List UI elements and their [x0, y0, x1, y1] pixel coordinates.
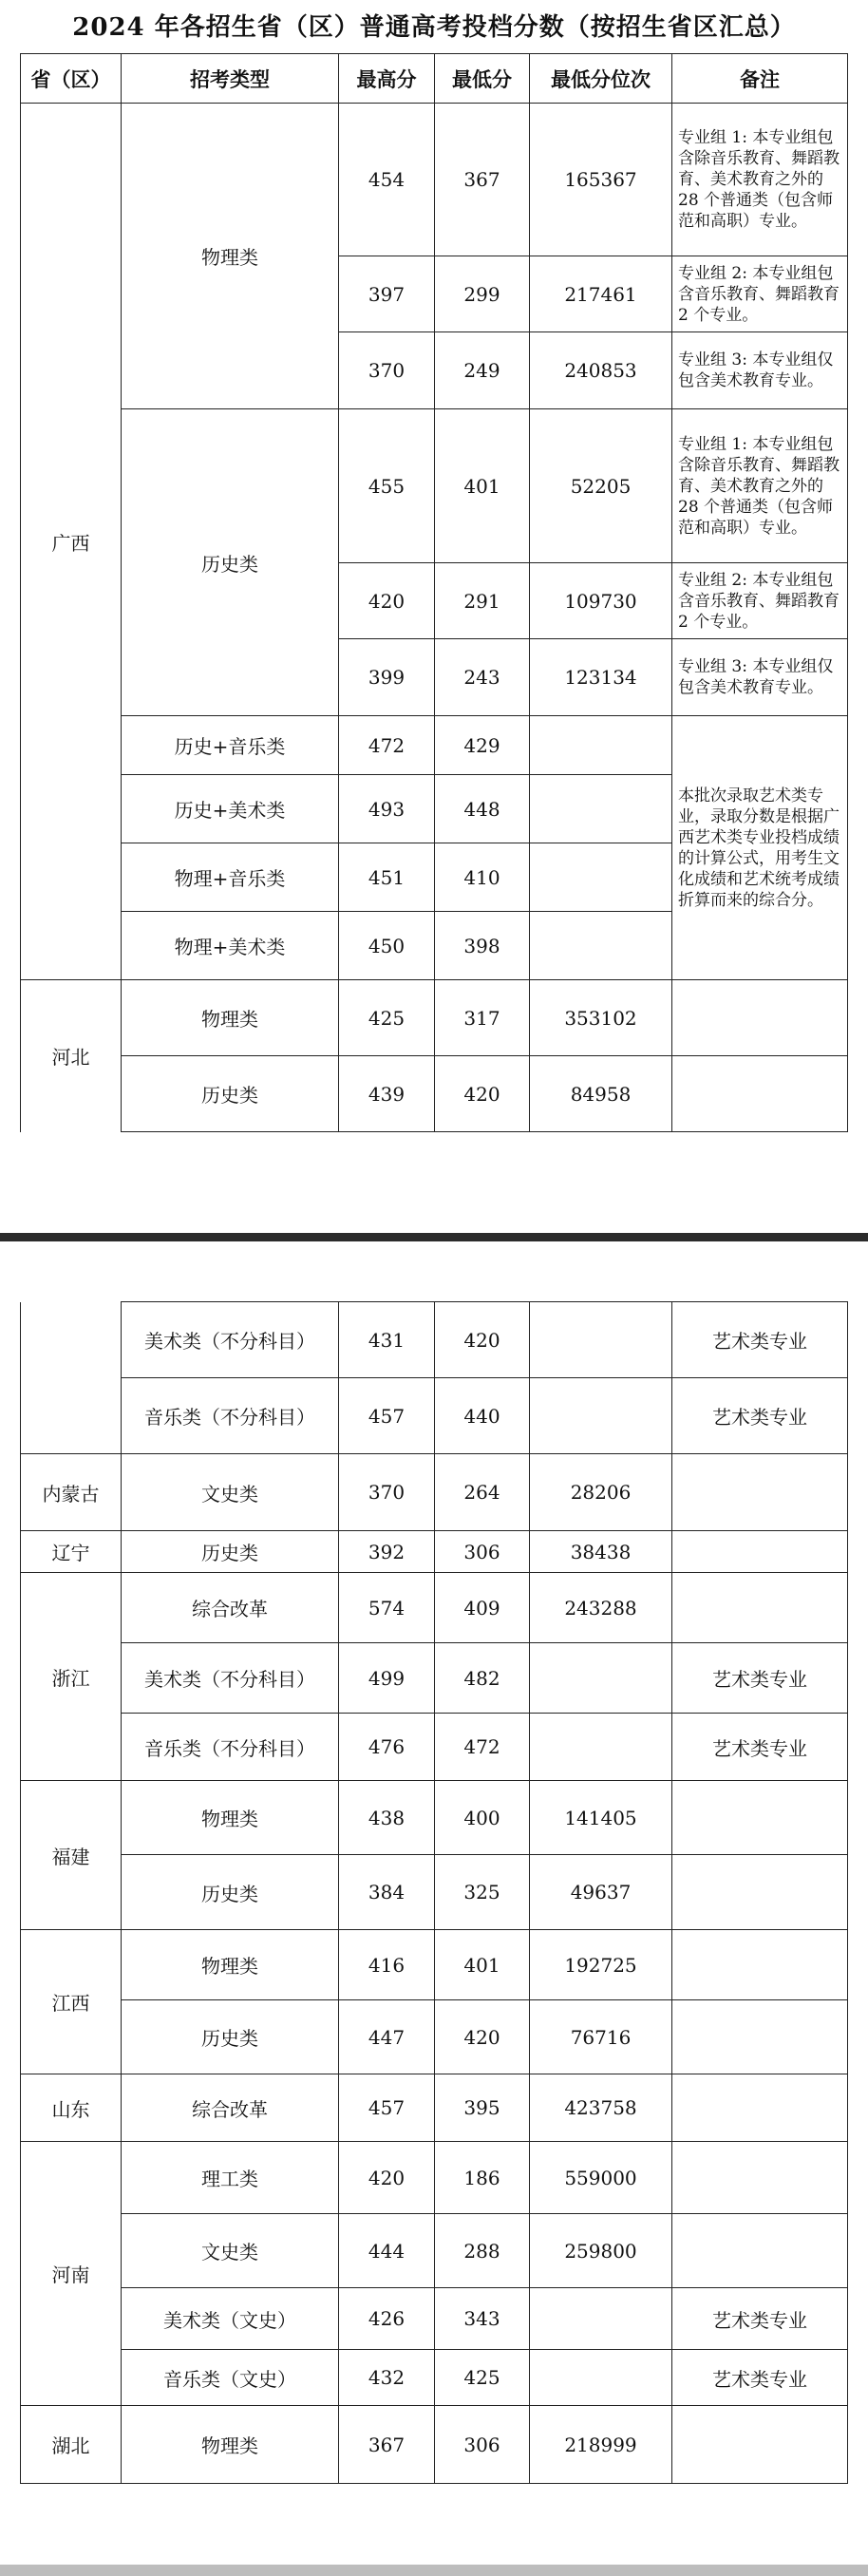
table-row	[21, 2142, 848, 2214]
rank-cell	[530, 1714, 672, 1781]
note-cell: 专业组 1: 本专业组包含除音乐教育、舞蹈教育、美术教育之外的 28 个普通类（包含师范和高职）专业。	[672, 104, 848, 256]
note-cell: 艺术类专业	[672, 1302, 848, 1378]
note-cell	[672, 1781, 848, 1855]
page-divider	[0, 1233, 868, 1241]
min-cell: 243	[435, 639, 530, 716]
note-cell: 艺术类专业	[672, 2350, 848, 2406]
max-cell: 399	[339, 639, 435, 716]
min-cell: 186	[435, 2142, 530, 2214]
type-cell: 综合改革	[122, 1573, 339, 1643]
max-cell: 457	[339, 2074, 435, 2142]
max-cell: 420	[339, 563, 435, 639]
rank-cell: 165367	[530, 104, 672, 256]
score-table-page2	[20, 1301, 848, 2484]
table-row	[21, 1531, 848, 1573]
type-cell: 音乐类（文史）	[122, 2350, 339, 2406]
table-row	[21, 409, 848, 563]
rank-cell	[530, 1302, 672, 1378]
note-cell: 艺术类专业	[672, 1378, 848, 1454]
type-cell: 历史+美术类	[122, 775, 339, 843]
header-type: 招考类型	[122, 54, 339, 104]
rank-cell: 353102	[530, 980, 672, 1056]
rank-cell: 141405	[530, 1781, 672, 1855]
max-cell: 367	[339, 2406, 435, 2484]
province-cell: 河北	[21, 980, 122, 1132]
province-cell: 福建	[21, 1781, 122, 1930]
rank-cell	[530, 775, 672, 843]
table-row	[21, 2000, 848, 2074]
province-cell: 浙江	[21, 1573, 122, 1781]
table-row	[21, 716, 848, 775]
table-row	[21, 1781, 848, 1855]
table-row	[21, 2406, 848, 2484]
province-cell: 广西	[21, 104, 122, 980]
type-cell: 历史类	[122, 1056, 339, 1132]
note-cell: 专业组 3: 本专业组仅包含美术教育专业。	[672, 332, 848, 409]
type-cell: 物理类	[122, 1930, 339, 2000]
note-cell	[672, 2142, 848, 2214]
note-cell: 专业组 2: 本专业组包含音乐教育、舞蹈教育 2 个专业。	[672, 563, 848, 639]
max-cell: 397	[339, 256, 435, 332]
min-cell: 395	[435, 2074, 530, 2142]
max-cell: 499	[339, 1643, 435, 1714]
note-cell	[672, 2074, 848, 2142]
note-cell	[672, 1454, 848, 1531]
province-cell: 湖北	[21, 2406, 122, 2484]
max-cell: 476	[339, 1714, 435, 1781]
type-cell: 历史类	[122, 409, 339, 716]
table-row	[21, 1855, 848, 1930]
rank-cell: 109730	[530, 563, 672, 639]
max-cell: 426	[339, 2288, 435, 2350]
rank-cell: 259800	[530, 2214, 672, 2288]
min-cell: 288	[435, 2214, 530, 2288]
table-row	[21, 1714, 848, 1781]
max-cell: 431	[339, 1302, 435, 1378]
min-cell: 482	[435, 1643, 530, 1714]
rank-cell: 76716	[530, 2000, 672, 2074]
rank-cell	[530, 2288, 672, 2350]
type-cell: 文史类	[122, 1454, 339, 1531]
header-min: 最低分	[435, 54, 530, 104]
max-cell: 455	[339, 409, 435, 563]
max-cell: 451	[339, 843, 435, 912]
min-cell: 398	[435, 912, 530, 980]
type-cell: 综合改革	[122, 2074, 339, 2142]
min-cell: 306	[435, 1531, 530, 1573]
min-cell: 306	[435, 2406, 530, 2484]
max-cell: 416	[339, 1930, 435, 2000]
rank-cell: 217461	[530, 256, 672, 332]
rank-cell: 52205	[530, 409, 672, 563]
rank-cell: 240853	[530, 332, 672, 409]
min-cell: 410	[435, 843, 530, 912]
min-cell: 409	[435, 1573, 530, 1643]
header-note: 备注	[672, 54, 848, 104]
max-cell: 432	[339, 2350, 435, 2406]
table-row	[21, 1643, 848, 1714]
note-cell: 专业组 1: 本专业组包含除音乐教育、舞蹈教育、美术教育之外的 28 个普通类（包含师范和高职）专业。	[672, 409, 848, 563]
table-row	[21, 2288, 848, 2350]
type-cell: 物理类	[122, 1781, 339, 1855]
type-cell: 物理类	[122, 2406, 339, 2484]
type-cell: 美术类（不分科目）	[122, 1302, 339, 1378]
table-header-row	[21, 54, 848, 104]
table-row	[21, 104, 848, 256]
rank-cell	[530, 1643, 672, 1714]
province-cell: 山东	[21, 2074, 122, 2142]
min-cell: 264	[435, 1454, 530, 1531]
max-cell: 493	[339, 775, 435, 843]
note-cell	[672, 1855, 848, 1930]
note-cell: 艺术类专业	[672, 1643, 848, 1714]
rank-cell: 559000	[530, 2142, 672, 2214]
min-cell: 425	[435, 2350, 530, 2406]
min-cell: 429	[435, 716, 530, 775]
min-cell: 420	[435, 2000, 530, 2074]
type-cell: 历史类	[122, 1855, 339, 1930]
min-cell: 420	[435, 1302, 530, 1378]
max-cell: 438	[339, 1781, 435, 1855]
note-cell: 专业组 2: 本专业组包含音乐教育、舞蹈教育 2 个专业。	[672, 256, 848, 332]
max-cell: 370	[339, 1454, 435, 1531]
note-cell	[672, 2214, 848, 2288]
rank-cell: 243288	[530, 1573, 672, 1643]
type-cell: 音乐类（不分科目）	[122, 1378, 339, 1454]
rank-cell: 28206	[530, 1454, 672, 1531]
note-cell	[672, 2000, 848, 2074]
min-cell: 401	[435, 409, 530, 563]
note-cell	[672, 1930, 848, 2000]
province-cell: 江西	[21, 1930, 122, 2074]
note-cell	[672, 2406, 848, 2484]
table-row	[21, 1378, 848, 1454]
type-cell: 物理类	[122, 980, 339, 1056]
rank-cell: 123134	[530, 639, 672, 716]
table-row	[21, 1454, 848, 1531]
type-cell: 理工类	[122, 2142, 339, 2214]
max-cell: 447	[339, 2000, 435, 2074]
note-cell: 艺术类专业	[672, 2288, 848, 2350]
type-cell: 物理类	[122, 104, 339, 409]
province-cell: 河南	[21, 2142, 122, 2406]
min-cell: 299	[435, 256, 530, 332]
min-cell: 325	[435, 1855, 530, 1930]
type-cell: 物理+美术类	[122, 912, 339, 980]
type-cell: 物理+音乐类	[122, 843, 339, 912]
table-row	[21, 1930, 848, 2000]
note-cell: 艺术类专业	[672, 1714, 848, 1781]
type-cell: 历史+音乐类	[122, 716, 339, 775]
table-row	[21, 2074, 848, 2142]
table-row	[21, 1573, 848, 1643]
note-cell: 专业组 3: 本专业组仅包含美术教育专业。	[672, 639, 848, 716]
rank-cell: 218999	[530, 2406, 672, 2484]
min-cell: 401	[435, 1930, 530, 2000]
type-cell: 文史类	[122, 2214, 339, 2288]
table-row	[21, 2214, 848, 2288]
type-cell: 美术类（不分科目）	[122, 1643, 339, 1714]
rank-cell	[530, 843, 672, 912]
score-table-page1	[20, 53, 848, 1132]
min-cell: 440	[435, 1378, 530, 1454]
min-cell: 249	[435, 332, 530, 409]
min-cell: 448	[435, 775, 530, 843]
max-cell: 392	[339, 1531, 435, 1573]
max-cell: 420	[339, 2142, 435, 2214]
rank-cell: 38438	[530, 1531, 672, 1573]
min-cell: 343	[435, 2288, 530, 2350]
type-cell: 历史类	[122, 1531, 339, 1573]
table-row	[21, 1302, 848, 1378]
note-cell	[672, 1056, 848, 1132]
min-cell: 317	[435, 980, 530, 1056]
max-cell: 457	[339, 1378, 435, 1454]
note-cell	[672, 1531, 848, 1573]
min-cell: 420	[435, 1056, 530, 1132]
header-max: 最高分	[339, 54, 435, 104]
max-cell: 444	[339, 2214, 435, 2288]
rank-cell: 49637	[530, 1855, 672, 1930]
table-row	[21, 980, 848, 1056]
province-cell: 辽宁	[21, 1531, 122, 1573]
table-row	[21, 2350, 848, 2406]
rank-cell	[530, 1378, 672, 1454]
min-cell: 367	[435, 104, 530, 256]
type-cell: 历史类	[122, 2000, 339, 2074]
province-cell: 内蒙古	[21, 1454, 122, 1531]
rank-cell	[530, 912, 672, 980]
min-cell: 400	[435, 1781, 530, 1855]
header-rank: 最低分位次	[530, 54, 672, 104]
province-cell	[21, 1302, 122, 1454]
header-province: 省（区）	[21, 54, 122, 104]
max-cell: 384	[339, 1855, 435, 1930]
rank-cell: 423758	[530, 2074, 672, 2142]
max-cell: 450	[339, 912, 435, 980]
note-cell: 本批次录取艺术类专业，录取分数是根据广西艺术类专业投档成绩的计算公式，用考生文化成绩和艺术统考成绩折算而来的综合分。	[672, 716, 848, 980]
max-cell: 425	[339, 980, 435, 1056]
max-cell: 472	[339, 716, 435, 775]
rank-cell	[530, 716, 672, 775]
max-cell: 454	[339, 104, 435, 256]
rank-cell: 84958	[530, 1056, 672, 1132]
min-cell: 472	[435, 1714, 530, 1781]
page-bottom-edge	[0, 2565, 868, 2576]
note-cell	[672, 980, 848, 1056]
type-cell: 美术类（文史）	[122, 2288, 339, 2350]
rank-cell: 192725	[530, 1930, 672, 2000]
min-cell: 291	[435, 563, 530, 639]
max-cell: 574	[339, 1573, 435, 1643]
page-title: 2024 年各招生省（区）普通高考投档分数（按招生省区汇总）	[72, 13, 796, 42]
max-cell: 370	[339, 332, 435, 409]
type-cell: 音乐类（不分科目）	[122, 1714, 339, 1781]
note-cell	[672, 1573, 848, 1643]
max-cell: 439	[339, 1056, 435, 1132]
table-row	[21, 1056, 848, 1132]
rank-cell	[530, 2350, 672, 2406]
